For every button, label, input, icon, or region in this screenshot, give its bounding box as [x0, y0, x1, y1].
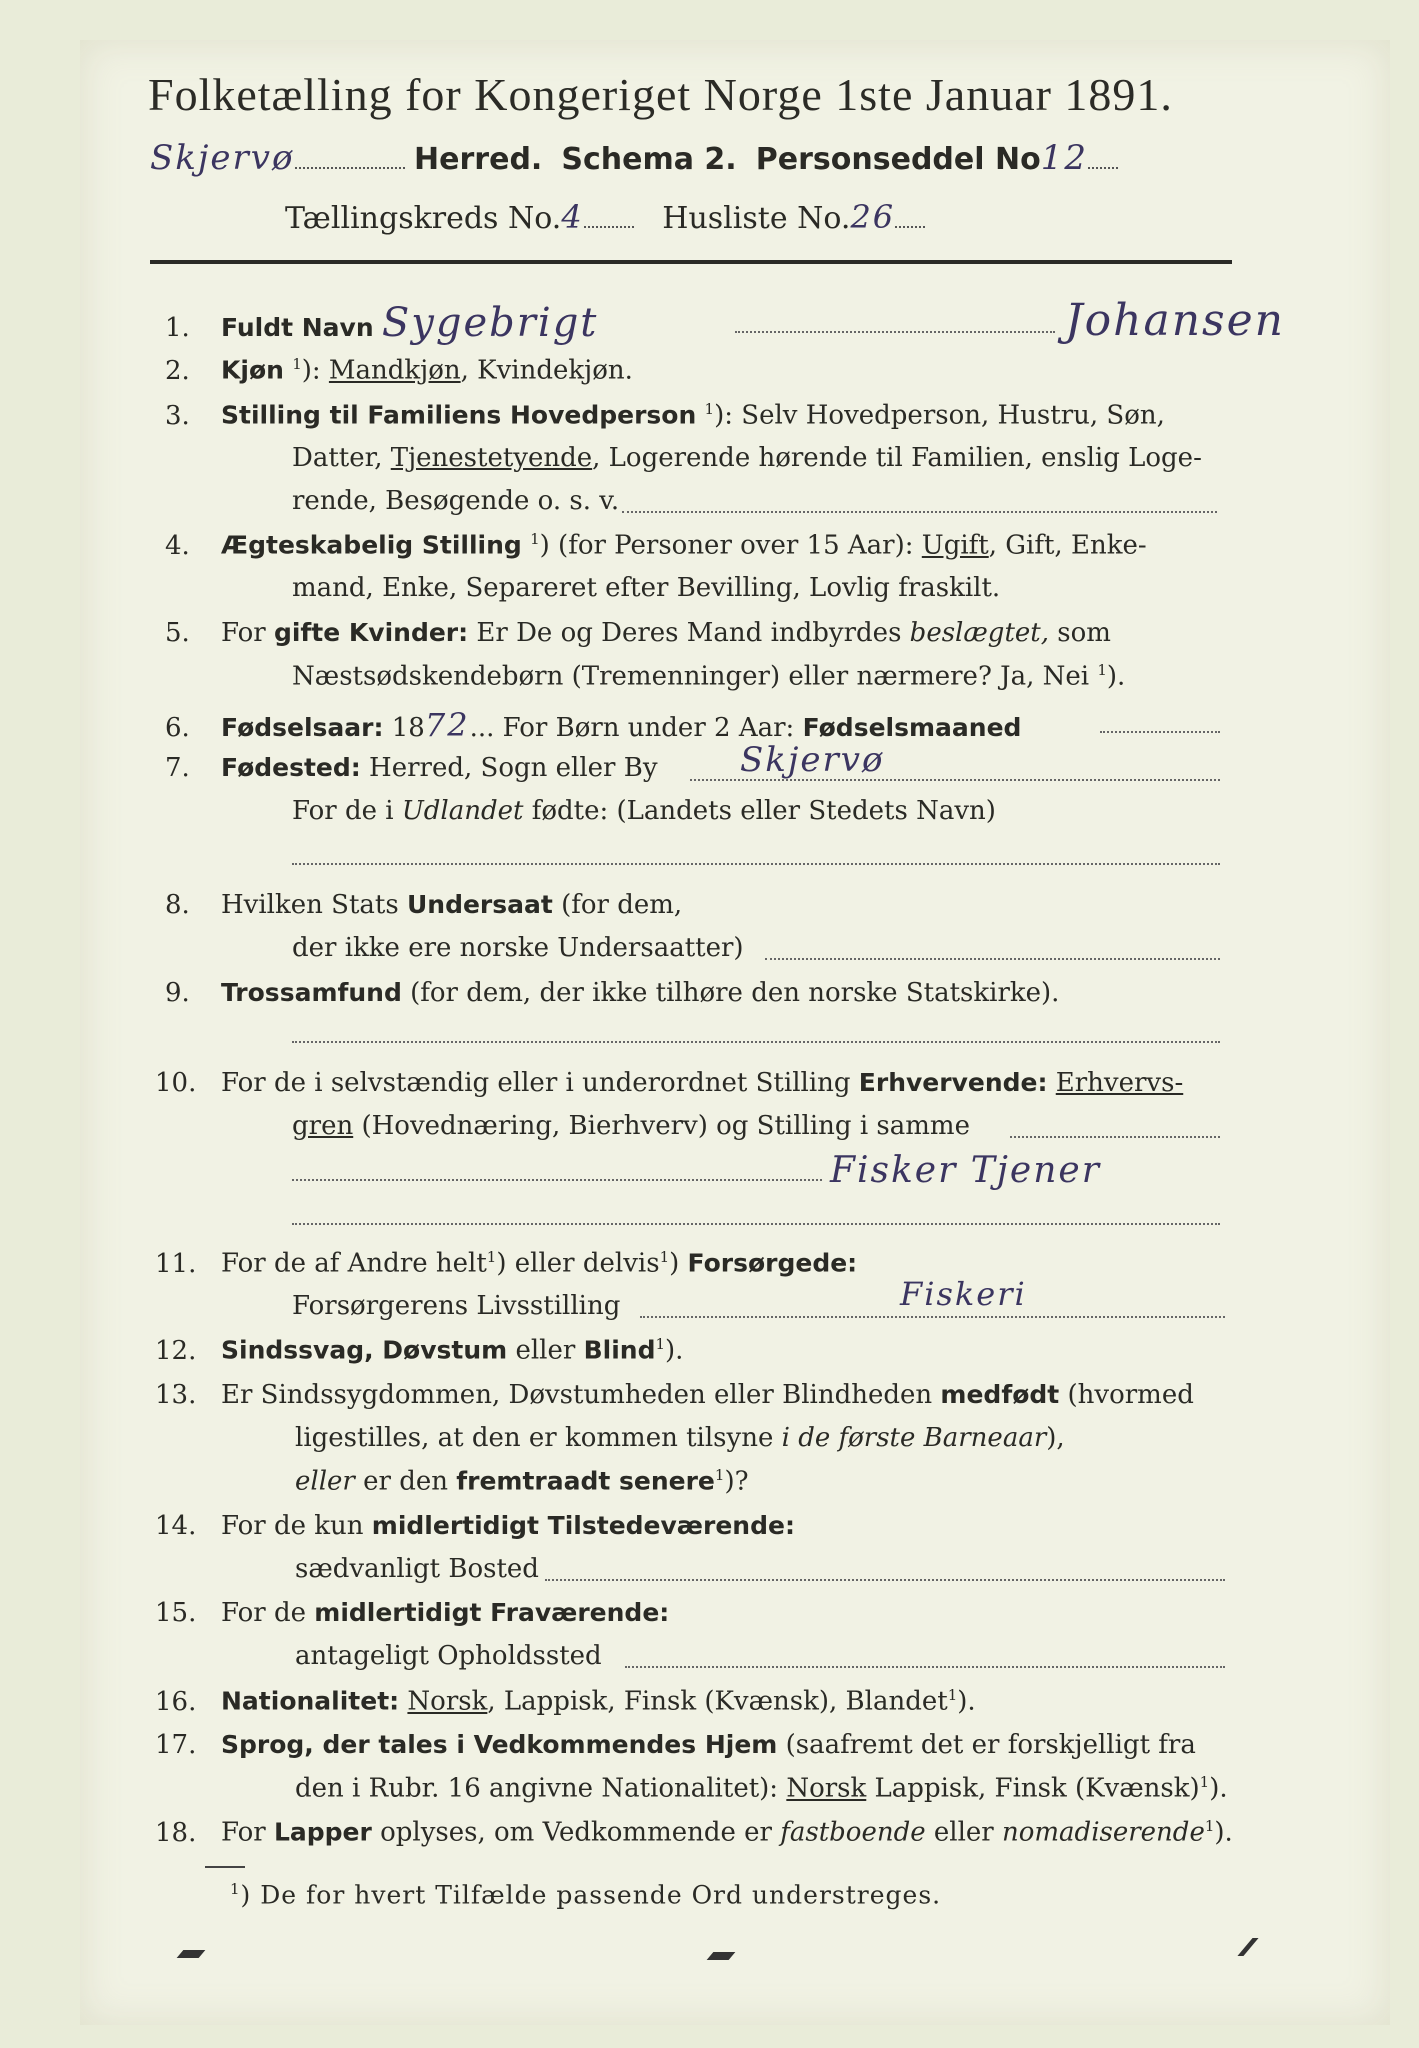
q2: 2. Kjøn $^1$): Mandkjøn, Kvindekjøn. — [165, 355, 633, 386]
q7: 7. Fødested: Herred, Sogn eller By — [165, 753, 658, 783]
husliste-label: Husliste No. — [662, 201, 851, 236]
q6-birth-year: 72 — [424, 706, 470, 744]
q1: 1. Fuldt Navn Sygebrigt — [165, 300, 599, 346]
schema-label: Schema 2. — [561, 142, 737, 177]
q14: 14. For de kun midlertidigt Tilstedeværende: — [155, 1511, 795, 1541]
q11-value: Fiskeri — [900, 1275, 1027, 1313]
footnote: $^1$) De for hvert Tilfælde passende Ord understreges. — [230, 1880, 942, 1910]
q5: 5. For gifte Kvinder: Er De og Deres Mand indbyrdes beslægtet, som — [165, 618, 1111, 648]
q16-norsk: Norsk — [407, 1686, 488, 1717]
taellingskreds-value: 4 — [561, 198, 584, 236]
q1-last-name: Johansen — [1065, 295, 1285, 346]
q12: 12. Sindssvag, Døvstum eller Blind$^1$). — [155, 1335, 684, 1366]
herred-label: Herred. — [414, 142, 543, 177]
header-rule — [150, 260, 1232, 264]
q3-tjenestetyende: Tjenestetyende — [390, 443, 593, 473]
q4: 4. Ægteskabelig Stilling $^1$) (for Personer over 15 Aar): Ugift, Gift, Enke- — [165, 530, 1147, 561]
q1-first-name: Sygebrigt — [381, 300, 599, 346]
q18: 18. For Lapper oplyses, om Vedkommende er fastboende eller nomadiserende$^1$). — [155, 1817, 1233, 1848]
q2-mandkjon: Mandkjøn — [328, 355, 461, 386]
q7-birthplace: Skjervø — [740, 740, 885, 780]
q17: 17. Sprog, der tales i Vedkommendes Hjem (saafremt det er forskjelligt fra — [155, 1730, 1196, 1760]
husliste-value: 26 — [850, 198, 896, 236]
herred-line — [150, 138, 1118, 178]
q13: 13. Er Sindssygdommen, Døvstumheden eller Blindheden medfødt (hvormed — [155, 1380, 1194, 1410]
q11: 11. For de af Andre helt$^1$) eller delvis$^1$) Forsørgede: — [155, 1248, 858, 1279]
q3: 3. Stilling til Familiens Hovedperson $^1$): Selv Hovedperson, Hustru, Søn, — [165, 400, 1165, 431]
q8: 8. Hvilken Stats Undersaat (for dem, — [165, 890, 683, 920]
q15: 15. For de midlertidigt Fraværende: — [155, 1598, 670, 1628]
form-title: Folketælling for Kongeriget Norge 1ste Januar 1891. — [148, 69, 1173, 120]
herred-value: Skjervø — [150, 138, 295, 178]
q17-norsk: Norsk — [786, 1773, 867, 1804]
taellingskreds-line — [285, 198, 925, 236]
q6: 6. Fødselsaar: 1872... For Børn under 2 Aar: Fødselsmaaned — [165, 706, 1022, 744]
q9: 9. Trossamfund (for dem, der ikke tilhøre den norske Statskirke). — [165, 978, 1060, 1008]
personseddel-label: Personseddel No — [755, 142, 1041, 177]
q10-occupation: Fisker Tjener — [830, 1150, 1101, 1191]
q10: 10. For de i selvstændig eller i underordnet Stilling Erhvervende: Erhvervs- — [155, 1068, 1184, 1098]
taellingskreds-label: Tællingskreds No. — [285, 201, 562, 236]
q4-ugift: Ugift — [921, 530, 989, 561]
personseddel-value: 12 — [1040, 138, 1088, 178]
q16: 16. Nationalitet: Norsk, Lappisk, Finsk (Kvænsk), Blandet$^1$). — [155, 1686, 976, 1717]
q1-label: Fuldt Navn — [221, 313, 374, 342]
